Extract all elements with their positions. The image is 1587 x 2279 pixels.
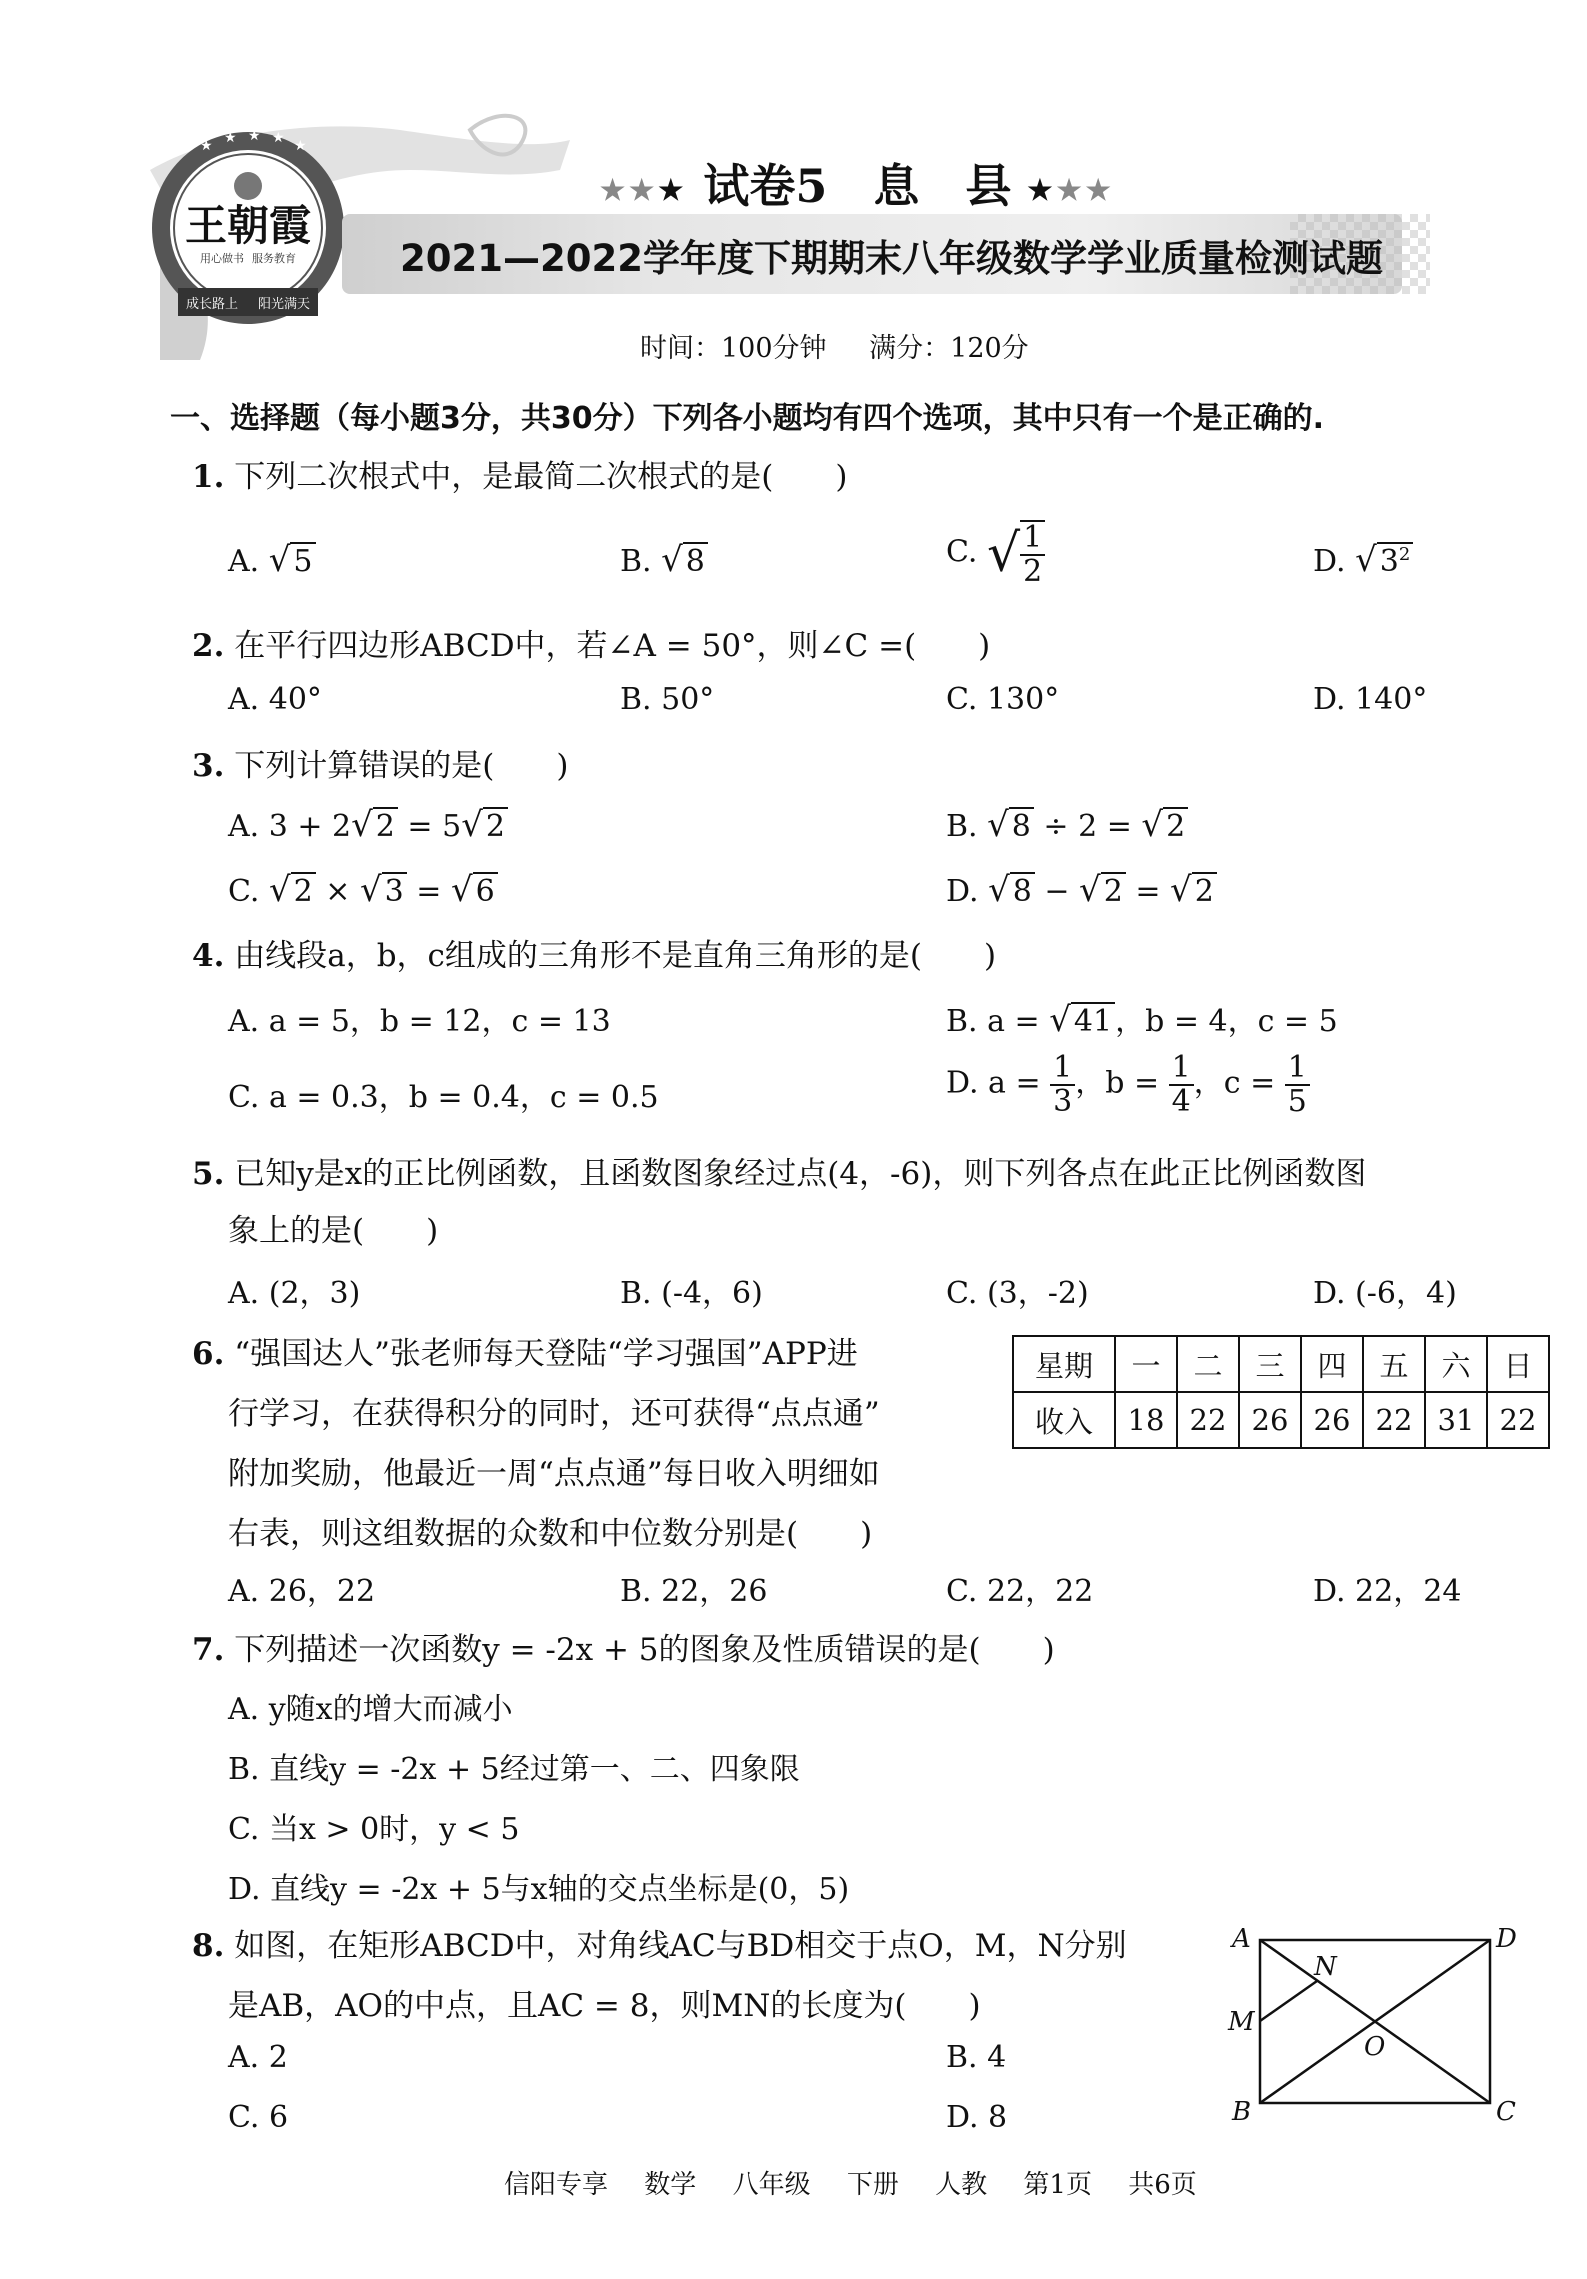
footer-edition: 人教	[935, 2170, 988, 2200]
q5-option-b: B. (-4，6)	[620, 1276, 763, 1311]
table-cell: 26	[1239, 1392, 1301, 1448]
q2-option-d: D. 140°	[1313, 682, 1428, 717]
question-stem: “强国达人”张老师每天登陆“学习强国”APP进	[234, 1336, 858, 1372]
table-cell: 26	[1301, 1392, 1363, 1448]
question-stem: 在平行四边形ABCD中，若∠A = 50°，则∠C =( )	[234, 628, 991, 664]
question-stem: 已知y是x的正比例函数，且函数图象经过点(4，-6)，则下列各点在此正比例函数图	[234, 1156, 1367, 1192]
table-cell: 22	[1177, 1392, 1239, 1448]
segment-mn	[1260, 1981, 1317, 2021]
footer-page: 第1页	[1023, 2170, 1092, 2200]
label-o: O	[1364, 2032, 1386, 2062]
question-number: 4.	[192, 938, 225, 974]
label-d: D	[1496, 1924, 1517, 1954]
question-6	[192, 1328, 858, 1373]
table-cell: 18	[1115, 1392, 1177, 1448]
table-cell: 三	[1239, 1336, 1301, 1392]
question-5-cont: 象上的是( )	[228, 1213, 439, 1249]
question-stem: 下列描述一次函数y = -2x + 5的图象及性质错误的是( )	[234, 1632, 1055, 1668]
question-number: 7.	[192, 1632, 225, 1668]
footer-grade: 八年级	[732, 2170, 811, 2200]
footer-volume: 下册	[846, 2170, 899, 2200]
svg-text:★: ★	[224, 130, 237, 146]
q3-option-d: D. √ 8 − √ 2 = √ 2	[946, 870, 1217, 910]
label-a: A	[1232, 1924, 1251, 1954]
q7-option-d: D. 直线y = -2x + 5与x轴的交点坐标是(0，5)	[228, 1872, 850, 1907]
question-2	[192, 620, 990, 665]
table-cell: 日	[1487, 1336, 1549, 1392]
q1-option-c: C. √ $\frac{1}{2}$	[946, 520, 1045, 587]
question-stem: 下列计算错误的是( )	[234, 748, 569, 784]
question-1	[192, 451, 847, 496]
footer-region: 信阳专享	[504, 2170, 609, 2200]
question-number: 1.	[192, 459, 225, 495]
q4-option-a: A. a = 5，b = 12，c = 13	[228, 1004, 611, 1039]
star-icon: ★★	[1056, 173, 1115, 207]
q8-option-a: A. 2	[228, 2040, 288, 2075]
question-8	[192, 1920, 1127, 1965]
question-3	[192, 740, 568, 785]
q3-option-c: C. √ 2 × √ 3 = √ 6	[228, 870, 498, 910]
q7-option-a: A. y随x的增大而减小	[228, 1692, 513, 1727]
question-6-line-3: 附加奖励，他最近一周“点点通”每日收入明细如	[228, 1456, 880, 1492]
q7-option-c: C. 当x > 0时，y < 5	[228, 1812, 520, 1847]
logo-name: 王朝霞	[184, 201, 312, 250]
q7-option-b: B. 直线y = -2x + 5经过第一、二、四象限	[228, 1752, 800, 1787]
question-number: 6.	[192, 1336, 225, 1372]
logo-motto-2: 阳光满天	[257, 297, 311, 312]
logo-slogan-1: 用心做书	[200, 252, 244, 265]
table-cell: 一	[1115, 1336, 1177, 1392]
q6-option-d: D. 22，24	[1313, 1574, 1462, 1609]
question-8-cont: 是AB，AO的中点，且AC = 8，则MN的长度为( )	[228, 1988, 981, 2024]
question-5	[192, 1148, 1366, 1193]
income-table	[1012, 1335, 1550, 1449]
q2-option-c: C. 130°	[946, 682, 1060, 717]
rectangle-figure	[1220, 1915, 1520, 2125]
q6-option-b: B. 22，26	[620, 1574, 768, 1609]
q6-option-a: A. 26，22	[228, 1574, 376, 1609]
question-7	[192, 1624, 1055, 1669]
page-footer	[504, 2164, 1225, 2201]
svg-text:★: ★	[272, 130, 285, 146]
question-number: 8.	[192, 1928, 225, 1964]
table-cell: 22	[1487, 1392, 1549, 1448]
table-row	[1013, 1392, 1549, 1448]
q3-option-b: B. √ 8 ÷ 2 = √ 2	[946, 805, 1188, 845]
label-b: B	[1232, 2097, 1252, 2125]
question-stem: 由线段a，b，c组成的三角形不是直角三角形的是( )	[234, 938, 997, 974]
table-row	[1013, 1336, 1549, 1392]
q1-option-b: B. √ 8	[620, 540, 708, 580]
logo-slogan-2: 服务教育	[252, 252, 296, 265]
table-cell: 四	[1301, 1336, 1363, 1392]
q4-option-b: B. a = √ 41 ，b = 4，c = 5	[946, 1000, 1338, 1040]
logo-motto-1: 成长路上	[185, 297, 239, 312]
svg-text:★: ★	[200, 138, 213, 154]
q6-option-c: C. 22，22	[946, 1574, 1094, 1609]
table-cell: 六	[1425, 1336, 1487, 1392]
section-heading: 一、选择题（每小题3分，共30分）下列各小题均有四个选项，其中只有一个是正确的.	[170, 401, 1325, 436]
table-cell: 31	[1425, 1392, 1487, 1448]
q5-option-a: A. (2，3)	[228, 1276, 361, 1311]
region: 息 县	[873, 159, 1012, 213]
question-stem: 下列二次根式中，是最简二次根式的是( )	[234, 459, 848, 495]
label-c: C	[1496, 2097, 1516, 2125]
footer-subject: 数学	[644, 2170, 697, 2200]
q4-option-d: D. a = $\frac{1}{3}$ ，b = $\frac{1}{4}$ ，c = $\frac{1}{5}$	[946, 1052, 1310, 1117]
q2-option-b: B. 50°	[620, 682, 715, 717]
exam-meta	[640, 326, 1029, 365]
footer-total: 共6页	[1128, 2170, 1197, 2200]
label-m: M	[1228, 2007, 1255, 2037]
exam-title: 2021—2022学年度下期期末八年级数学学业质量检测试题	[400, 237, 1383, 280]
q1-option-a: A. √ 5	[228, 540, 316, 580]
table-cell: 五	[1363, 1336, 1425, 1392]
exam-time: 时间：100分钟	[640, 333, 827, 364]
publisher-logo	[148, 128, 348, 328]
star-icon: ★★	[600, 173, 659, 207]
star-icon: ★	[1027, 173, 1057, 207]
question-number: 2.	[192, 628, 225, 664]
q5-option-c: C. (3，-2)	[946, 1276, 1089, 1311]
table-cell: 收入	[1013, 1392, 1115, 1448]
paper-title	[600, 150, 1115, 216]
question-stem: 如图，在矩形ABCD中，对角线AC与BD相交于点O，M，N分别	[234, 1928, 1127, 1964]
q8-option-d: D. 8	[946, 2100, 1008, 2135]
question-number: 5.	[192, 1156, 225, 1192]
q4-option-c: C. a = 0.3，b = 0.4，c = 0.5	[228, 1080, 659, 1115]
q2-option-a: A. 40°	[228, 682, 322, 717]
q8-option-c: C. 6	[228, 2100, 289, 2135]
question-6-line-4: 右表，则这组数据的众数和中位数分别是( )	[228, 1516, 873, 1552]
table-cell: 二	[1177, 1336, 1239, 1392]
table-cell: 星期	[1013, 1336, 1115, 1392]
q3-option-a: A. 3 + 2√ 2 = 5√ 2	[228, 805, 508, 845]
question-4	[192, 930, 996, 975]
q1-option-d: D. √ $3^2$	[1313, 540, 1413, 580]
q5-option-d: D. (-6，4)	[1313, 1276, 1457, 1311]
label-n: N	[1314, 1952, 1337, 1982]
paper-number: 试卷5	[703, 159, 828, 213]
star-icon: ★	[658, 173, 688, 207]
question-6-line-2: 行学习，在获得积分的同时，还可获得“点点通”	[228, 1396, 880, 1432]
q8-option-b: B. 4	[946, 2040, 1007, 2075]
exam-score: 满分：120分	[869, 333, 1029, 364]
svg-text:★: ★	[248, 128, 261, 144]
question-number: 3.	[192, 748, 225, 784]
svg-text:★: ★	[294, 138, 307, 154]
table-cell: 22	[1363, 1392, 1425, 1448]
